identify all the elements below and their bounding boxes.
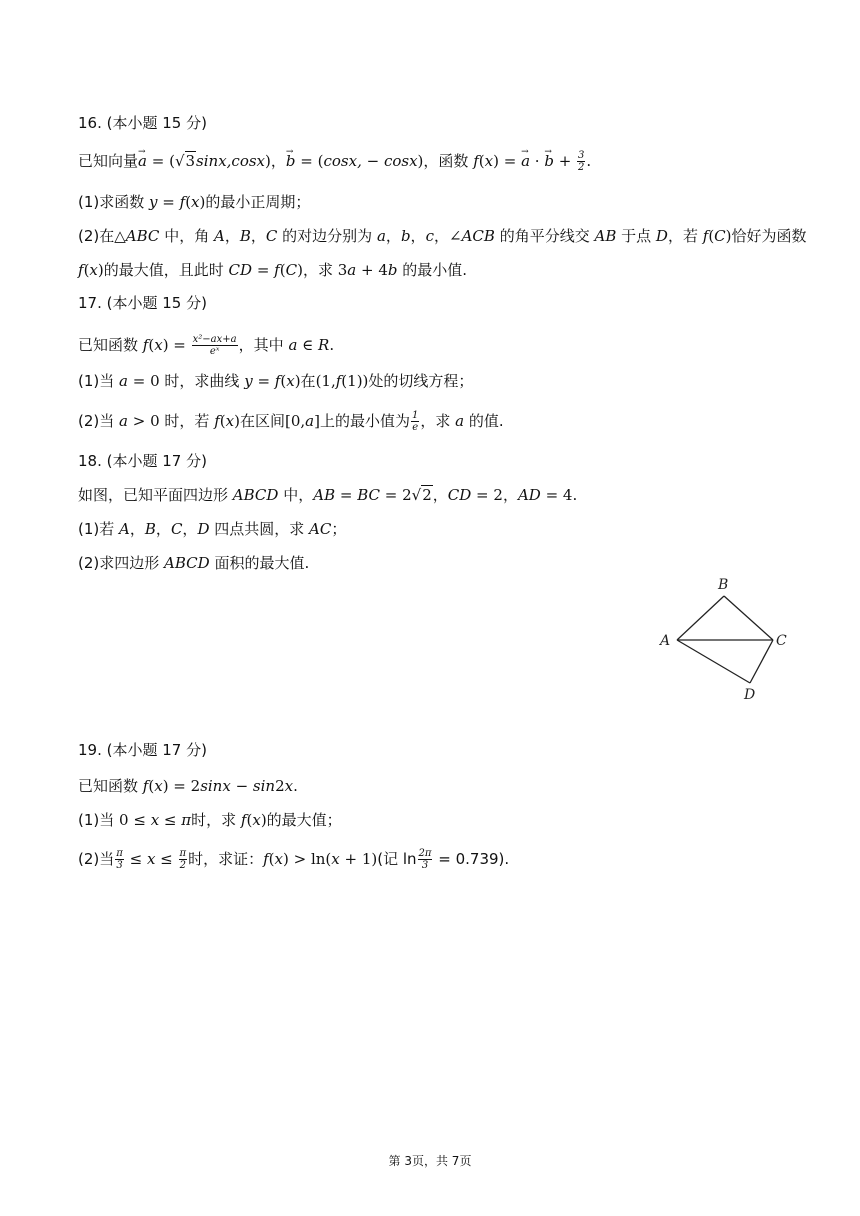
q19-heading: 19. (本小题 17 分)	[78, 741, 207, 759]
q17-part1: (1)当 a = 0 时，求曲线 y = f(x)在(1,f(1))处的切线方程；	[78, 372, 474, 390]
label-a: A	[660, 633, 671, 649]
vec-b: → b	[286, 151, 296, 171]
q18-stem: 如图，已知平面四边形 ABCD 中，AB = BC = 2√2，CD = 2，AD = 4.	[78, 486, 578, 504]
edge-cd	[750, 640, 773, 683]
q18-part1: (1)若 A，B，C，D 四点共圆，求 AC；	[78, 520, 347, 538]
q19-part2: (2)当 $\frac{\pi}{3}$ ≤ x ≤ $\frac{\pi}{2}$ 时，求证：f(x) > ln(x + 1)(记 ln $\frac{2\pi}{3}$ = 0.739).	[78, 848, 510, 871]
edge-ad	[677, 640, 750, 683]
label-d: D	[744, 687, 756, 703]
label-b: B	[718, 577, 729, 593]
page-footer: 第 3页，共 7页	[388, 1154, 472, 1168]
q18-part2: (2)求四边形 ABCD 面积的最大值.	[78, 554, 310, 572]
q16-part2-line1: (2)在△ABC 中，角 A，B，C 的对边分别为 a，b，c，∠ACB 的角平分线交 AB 于点 D，若 f(C)恰好为函数	[78, 227, 807, 245]
edge-ab	[677, 596, 724, 640]
q19-part1: (1)当 0 ≤ x ≤ π时，求 f(x)的最大值；	[78, 811, 342, 829]
q18-heading: 18. (本小题 17 分)	[78, 452, 207, 470]
q19-stem: 已知函数 f(x) = 2sinx − sin2x.	[78, 777, 298, 795]
label-c: C	[776, 633, 787, 649]
q17-fraction: $\frac{\text{x²−ax+a}}{\text{eˣ}}$	[192, 334, 237, 357]
quadrilateral-figure	[652, 572, 802, 706]
edge-bc	[724, 596, 773, 640]
q16-heading: 16. (本小题 15 分)	[78, 114, 207, 132]
q16-fraction: $\frac{3}{2}$	[578, 150, 585, 173]
vec-a: → a	[138, 151, 147, 171]
q17-part2: (2)当 a > 0 时，若 f(x)在区间[0,a]上的最小值为 $\frac{1}{e}$ ，求 a 的值.	[78, 410, 504, 433]
q17-heading: 17. (本小题 15 分)	[78, 294, 207, 312]
q16-stem: 已知向量→ a = (√3sinx,cosx)，→ b = (cosx, − cosx)，函数 f(x) = → a · → b + $\frac{3}{2}$ .	[78, 150, 591, 173]
q17-stem: 已知函数 f(x) = $\frac{\text{x²−ax+a}}{\text{eˣ}}$ ，其中 a ∈ R.	[78, 334, 335, 357]
q16-part2-line2: f(x)的最大值，且此时 CD = f(C)，求 3a + 4b 的最小值.	[78, 261, 468, 279]
q16-part1: (1)求函数 y = f(x)的最小正周期；	[78, 193, 311, 211]
